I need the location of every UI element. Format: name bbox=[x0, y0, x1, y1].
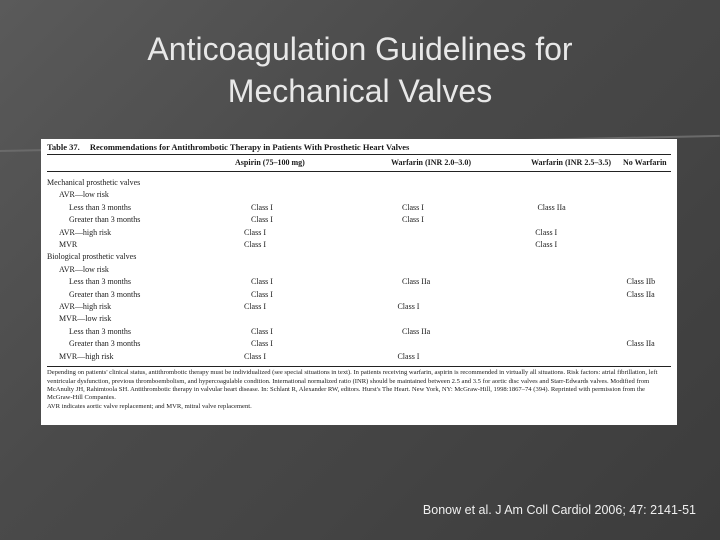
table-cell bbox=[402, 338, 538, 350]
slide-title bbox=[0, 28, 720, 112]
table-cell bbox=[626, 227, 671, 239]
column-header-warfarin-2-3: Warfarin (INR 2.0–3.0) bbox=[391, 158, 471, 167]
table-cell: Class I bbox=[535, 240, 558, 250]
table-cell: Class IIa bbox=[537, 202, 566, 212]
table-cell bbox=[626, 214, 671, 226]
column-header-warfarin-2.5-3.5: Warfarin (INR 2.5–3.5) bbox=[531, 158, 611, 167]
table-cell: Class I bbox=[250, 326, 273, 336]
table-cell: Class I bbox=[250, 339, 273, 349]
table-row bbox=[47, 214, 671, 226]
table-row bbox=[47, 289, 671, 301]
table-cell bbox=[535, 313, 626, 325]
row-label: AVR—low risk bbox=[59, 190, 109, 200]
table-header-row bbox=[47, 155, 671, 172]
table-cell bbox=[626, 351, 671, 363]
table-number: Table 37. bbox=[47, 142, 80, 152]
table-cell bbox=[626, 239, 671, 251]
table-cell: Class I bbox=[243, 302, 266, 312]
table-cell bbox=[244, 189, 397, 201]
table-cell bbox=[531, 177, 623, 189]
table-cell bbox=[531, 251, 623, 263]
table-cell: Class IIa bbox=[401, 277, 431, 287]
table-cell bbox=[623, 251, 669, 263]
table-row bbox=[47, 264, 671, 276]
table-cell: Class I bbox=[397, 351, 420, 361]
row-label: Greater than 3 months bbox=[69, 289, 141, 299]
table-cell bbox=[537, 289, 626, 301]
table-row bbox=[47, 189, 671, 201]
table-cell: Class I bbox=[535, 227, 558, 237]
table-footnote-text: Depending on patients' clinical status, antithrombotic therapy must be individualized (see special situations in text). In patients receiving warfarin, aspirin is recommended in virtually all situations. Risk factors: atrial fibrillation, left ventricular dysfunction, previous thromboembolism, and hypercoagulable condition. International normalized ratio (INR) should be maintained between 2.5 and 3.5 for aortic disc valves and Starr-Edwards valves. Modified from McAnulty JH, Rahimtoola SH. Antithrombotic therapy in valvular heart disease. In: Schlant R, Alexander RW, editors. Hurst's The Heart. New York, NY: McGraw-Hill, 1998:1867–74 (394). Reprinted with permission from the McGraw-Hill Companies. bbox=[47, 369, 658, 402]
table-cell bbox=[535, 189, 626, 201]
table-cell bbox=[244, 313, 397, 325]
table-cell bbox=[397, 189, 535, 201]
table-row bbox=[47, 177, 671, 189]
table-cell bbox=[626, 326, 671, 338]
table-cell: Class IIa bbox=[401, 326, 431, 336]
table-cell bbox=[235, 251, 391, 263]
table-row bbox=[47, 326, 671, 338]
table-cell: Class I bbox=[250, 202, 273, 212]
row-label: Less than 3 months bbox=[69, 277, 131, 287]
table-cell bbox=[391, 177, 531, 189]
table-cell bbox=[537, 338, 626, 350]
table-footnote bbox=[47, 366, 671, 411]
table-cell bbox=[537, 276, 626, 288]
table-cell bbox=[397, 227, 535, 239]
column-header-aspirin: Aspirin (75–100 mg) bbox=[235, 158, 305, 167]
table-cell: Class I bbox=[401, 202, 424, 212]
table-cell bbox=[535, 264, 626, 276]
table-cell bbox=[537, 326, 626, 338]
table-row bbox=[47, 202, 671, 214]
row-label: AVR—high risk bbox=[59, 302, 112, 312]
row-label: AVR—high risk bbox=[59, 227, 112, 237]
column-header-no-warfarin: No Warfarin bbox=[623, 158, 667, 167]
table-caption-text: Recommendations for Antithrombotic Therapy in Patients With Prosthetic Heart Valves bbox=[89, 142, 410, 152]
guidelines-table-image bbox=[41, 139, 677, 425]
table-cell bbox=[397, 313, 535, 325]
table-row bbox=[47, 276, 671, 288]
row-label: AVR—low risk bbox=[59, 264, 109, 274]
table-row bbox=[47, 227, 671, 239]
table-cell: Class I bbox=[401, 215, 424, 225]
table-cell bbox=[397, 239, 535, 251]
table-cell: Class IIa bbox=[626, 289, 655, 299]
table-row bbox=[47, 313, 671, 325]
table-body bbox=[47, 172, 671, 363]
slide-title-line-1: Anticoagulation Guidelines for bbox=[147, 31, 573, 67]
table-cell bbox=[537, 214, 626, 226]
row-label: Greater than 3 months bbox=[69, 215, 141, 225]
table-cell: Class I bbox=[243, 240, 266, 250]
table-row bbox=[47, 251, 671, 263]
source-citation: Bonow et al. J Am Coll Cardiol 2006; 47: 2141-51 bbox=[422, 503, 696, 517]
table-cell bbox=[626, 189, 671, 201]
table-cell bbox=[397, 264, 535, 276]
table-cell bbox=[244, 264, 397, 276]
table-cell: Class I bbox=[243, 351, 266, 361]
table-cell bbox=[391, 251, 531, 263]
row-label: Less than 3 months bbox=[69, 326, 131, 336]
table-footnote-abbreviations: AVR indicates aortic valve replacement; and MVR, mitral valve replacement. bbox=[47, 402, 252, 410]
table-cell: Class I bbox=[250, 289, 273, 299]
table-cell bbox=[626, 202, 671, 214]
row-label: MVR—low risk bbox=[59, 314, 112, 324]
table-cell bbox=[626, 301, 671, 313]
table-cell bbox=[535, 351, 626, 363]
table-cell bbox=[535, 301, 626, 313]
table-cell bbox=[402, 289, 538, 301]
table-cell: Class I bbox=[397, 302, 420, 312]
table-row bbox=[47, 301, 671, 313]
table-cell: Class IIa bbox=[626, 339, 655, 349]
column-header-category bbox=[47, 158, 235, 167]
row-label: MVR bbox=[59, 240, 78, 250]
table-cell bbox=[623, 177, 669, 189]
table-cell: Class I bbox=[250, 277, 273, 287]
table-cell: Class I bbox=[250, 215, 273, 225]
table-cell bbox=[626, 313, 671, 325]
table-cell: Class IIb bbox=[626, 277, 656, 287]
row-label: Less than 3 months bbox=[69, 202, 131, 212]
row-label: Greater than 3 months bbox=[69, 339, 141, 349]
row-label: MVR—high risk bbox=[59, 351, 114, 361]
slide-title-line-2: Mechanical Valves bbox=[227, 73, 493, 109]
table-row bbox=[47, 239, 671, 251]
row-label: Mechanical prosthetic valves bbox=[47, 178, 141, 187]
table-cell bbox=[235, 177, 391, 189]
table-cell bbox=[626, 264, 671, 276]
table-row bbox=[47, 338, 671, 350]
table-caption bbox=[47, 141, 671, 155]
table-row bbox=[47, 351, 671, 363]
table-cell: Class I bbox=[243, 227, 266, 237]
row-label: Biological prosthetic valves bbox=[47, 252, 137, 262]
